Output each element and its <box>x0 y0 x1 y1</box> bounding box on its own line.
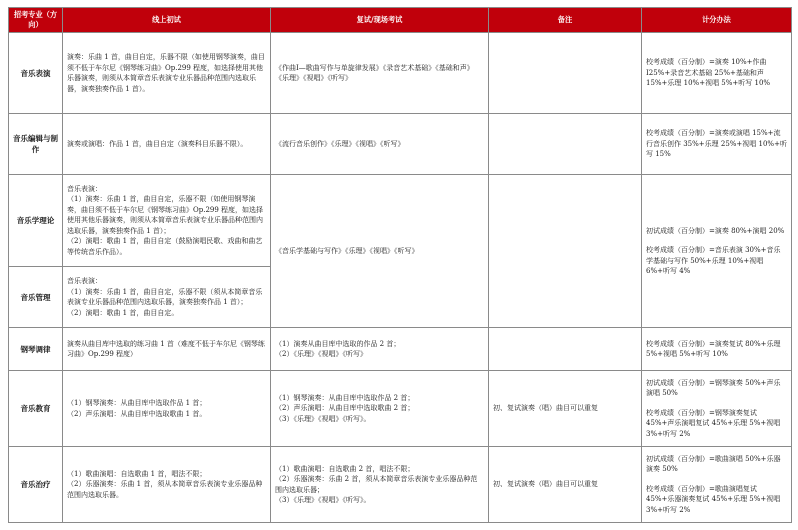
table-row-therapy <box>9 447 792 523</box>
admissions-table-container <box>8 7 791 523</box>
scoring-line: 校考成绩（百分制）=歌曲演唱复试 45%+乐器演奏复试 45%+乐理 5%+视唱 3%+听写 2% <box>646 484 781 514</box>
table-row-performance <box>9 33 792 114</box>
retest-cell-shared: 《音乐学基础与写作》《乐理》《视唱》《听写》 <box>271 175 489 328</box>
scoring-cell: 校考成绩（百分制）=演奏 10%+作曲Ⅰ25%+录音艺术基础 25%+基础和声 15%+乐理 10%+视唱 5%+听写 10% <box>642 33 792 114</box>
remark-cell: 初、复试演奏（唱）曲目可以重复 <box>489 447 642 523</box>
scoring-spacer <box>646 475 787 484</box>
online-cell <box>63 175 271 267</box>
scoring-cell-shared <box>642 175 792 328</box>
online-cell: 演奏：乐曲 1 首，曲目自定，乐器不限（如使用钢琴演奏，曲目须不低于车尔尼《钢琴练习曲》Op.299 程度，如选择使用其他乐器演奏，则须从本简章音乐表演专业乐器品种范围内选取乐器，演奏独奏作品 1 首）。 <box>63 33 271 114</box>
online-line: （2）声乐演唱：从曲目库中选取歌曲 1 首。 <box>67 409 207 418</box>
retest-line: （2）《乐理》《视唱》《听写》 <box>275 350 367 358</box>
scoring-line: 校考成绩（百分制）=音乐表演 30%+音乐学基础与写作 50%+乐理 10%+视唱 6%+听写 4% <box>646 246 781 275</box>
retest-cell <box>271 447 489 523</box>
major-cell: 音乐管理 <box>9 267 63 328</box>
header-remark: 备注 <box>489 8 642 33</box>
table-row-education <box>9 371 792 447</box>
header-scoring: 计分办法 <box>642 8 792 33</box>
scoring-line: 初试成绩（百分制）=歌曲演唱 50%+乐器演奏 50% <box>646 454 781 474</box>
scoring-cell <box>642 447 792 523</box>
major-cell: 音乐编辑与制作 <box>9 114 63 175</box>
table-row-theory <box>9 175 792 267</box>
retest-line: （1）演奏从曲目库中选取的作品 2 首； <box>275 339 401 348</box>
scoring-line: 校考成绩（百分制）=钢琴演奏复试 45%+声乐演唱复试 45%+乐理 5%+视唱 3%+听写 2% <box>646 408 781 438</box>
scoring-cell <box>642 371 792 447</box>
table-row-piano <box>9 328 792 371</box>
table-header <box>9 8 792 33</box>
online-line: （2）乐器演奏：乐曲 1 首，须从本简章音乐表演专业乐器品种范围内选取乐器。 <box>67 480 263 499</box>
header-major: 招考专业（方向） <box>9 8 63 33</box>
header-online: 线上初试 <box>63 8 271 33</box>
major-cell: 音乐学理论 <box>9 175 63 267</box>
major-cell: 钢琴调律 <box>9 328 63 371</box>
online-line: 音乐表演： <box>67 277 102 285</box>
retest-line: （2）声乐演唱：从曲目库中选取歌曲 2 首； <box>275 404 415 413</box>
admissions-table <box>8 7 792 523</box>
online-line: 音乐表演： <box>67 184 102 193</box>
retest-line: （2）乐器演奏：乐曲 2 首，须从本简章音乐表演专业乐器品种范围内选取乐器； <box>275 475 478 494</box>
retest-line: （1）歌曲演唱：自选歌曲 2 首，唱法不限； <box>275 464 415 473</box>
scoring-spacer <box>646 399 787 408</box>
table-body <box>9 33 792 523</box>
online-cell: 演奏从曲目库中选取的练习曲 1 首（难度不低于车尔尼《钢琴练习曲》Op.299 程度） <box>63 328 271 371</box>
online-cell <box>63 371 271 447</box>
scoring-cell: 校考成绩（百分制）=演奏复试 80%+乐理 5%+视唱 5%+听写 10% <box>642 328 792 371</box>
retest-cell: 《作曲Ⅰ—歌曲写作与单旋律发展》《录音艺术基础》《基础和声》《乐理》《视唱》《听写》 <box>271 33 489 114</box>
header-row <box>9 8 792 33</box>
major-cell: 音乐表演 <box>9 33 63 114</box>
online-line: （2）演唱：歌曲 1 首，曲目自定（鼓励演唱民歌、戏曲和曲艺等传统音乐作品）。 <box>67 237 263 256</box>
online-cell: 演奏或演唱：作品 1 首，曲目自定（演奏科目乐器不限）。 <box>63 114 271 175</box>
online-cell <box>63 447 271 523</box>
remark-cell <box>489 328 642 371</box>
online-line: （1）歌曲演唱：自选歌曲 1 首，唱法不限； <box>67 469 207 478</box>
scoring-line: 初试成绩（百分制）=钢琴演奏 50%+声乐演唱 50% <box>646 378 781 398</box>
scoring-line: 初试成绩（百分制）=演奏 80%+演唱 20% <box>646 226 785 235</box>
retest-line: （1）钢琴演奏：从曲目库中选取作品 2 首； <box>275 393 415 402</box>
remark-cell <box>489 33 642 114</box>
remark-cell-shared <box>489 175 642 328</box>
retest-cell <box>271 371 489 447</box>
major-cell: 音乐教育 <box>9 371 63 447</box>
remark-cell: 初、复试演奏（唱）曲目可以重复 <box>489 371 642 447</box>
scoring-cell: 校考成绩（百分制）=演奏或演唱 15%+流行音乐创作 35%+乐理 25%+视唱 10%+听写 15% <box>642 114 792 175</box>
remark-cell <box>489 114 642 175</box>
online-line: （1）演奏：乐曲 1 首，曲目自定，乐器不限（如使用钢琴演奏，曲目须不低于车尔尼《钢琴练习曲》Op.299 程度，如选择使用其他乐器演奏，则须从本简章音乐表演专业乐器品种范围内选取乐器，演奏独奏作品 1 首）； <box>67 195 264 235</box>
online-line: （1）演奏：乐曲 1 首，曲目自定，乐器不限（须从本简章音乐表演专业乐器品种范围内选取乐器，演奏独奏作品 1 首）； <box>67 287 263 306</box>
online-cell <box>63 267 271 328</box>
retest-cell <box>271 328 489 371</box>
major-cell: 音乐治疗 <box>9 447 63 523</box>
online-line: （2）演唱：歌曲 1 首，曲目自定。 <box>67 308 179 317</box>
header-retest: 复试/现场考试 <box>271 8 489 33</box>
online-line: （1）钢琴演奏：从曲目库中选取作品 1 首； <box>67 399 207 407</box>
scoring-spacer <box>646 236 787 245</box>
retest-cell: 《流行音乐创作》《乐理》《视唱》《听写》 <box>271 114 489 175</box>
table-row-production <box>9 114 792 175</box>
retest-line: （3）《乐理》《视唱》《听写》。 <box>275 414 371 423</box>
retest-line: （3）《乐理》《视唱》《听写》。 <box>275 496 371 504</box>
